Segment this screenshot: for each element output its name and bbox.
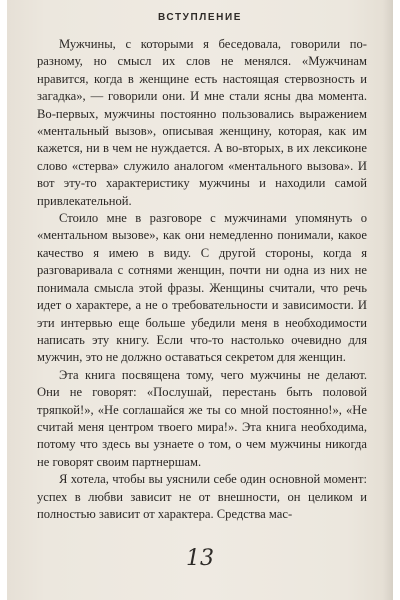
paragraph-4: Я хотела, чтобы вы уяснили себе один основной момент: успех в любви зависит не от внешности, он целиком и полностью зависит от характера. Средства мас- (37, 472, 367, 521)
paragraph-1: Мужчины, с которыми я беседовала, говорили по-разному, но смысл их слов не менялся. «Мужчинам нравится, когда в женщине есть настоящая стервозность и загадка», — говорили они. И мне стали ясны два момента. Во-первых, мужчины постоянно пользовались выражением «ментальный вызов», описывая женщину, которая, как им кажется, ни в чем не нуждается. А во-вторых, в их лексиконе слово «стерва» служило аналогом «ментального вызова». И вот эту-то характеристику мужчины и находили самой привлекательной. (37, 37, 367, 208)
running-header: ВСТУПЛЕНИЕ (157, 12, 243, 23)
paragraph-2: Стоило мне в разговоре с мужчинами упомянуть о «ментальном вызове», как они немедленно понимали, какое качество я имею в виду. С другой стороны, когда я разговаривала с сотнями женщин, почти ни одна из них не понимала смысла этой фразы. Женщины считали, что речь идет о характере, а не о требовательности и зависимости. И эти интервью еще больше убедили меня в необходимости написать эту книгу. Если что-то настолько очевидно для мужчин, это не должно оставаться секретом для женщин. (37, 211, 367, 365)
book-page (7, 0, 393, 600)
paragraph-3: Эта книга посвящена тому, чего мужчины не делают. Они не говорят: «Послушай, перестань быть половой тряпкой!», «Не соглашайся же ты со мной постоянно!», «Не считай меня центром твоего мира!». Эта книга необходима, потому что здесь вы узнаете о том, о чем мужчины никогда не говорят своим партнершам. (37, 367, 367, 469)
page-number: 13 (186, 546, 214, 571)
body-text (37, 36, 367, 523)
